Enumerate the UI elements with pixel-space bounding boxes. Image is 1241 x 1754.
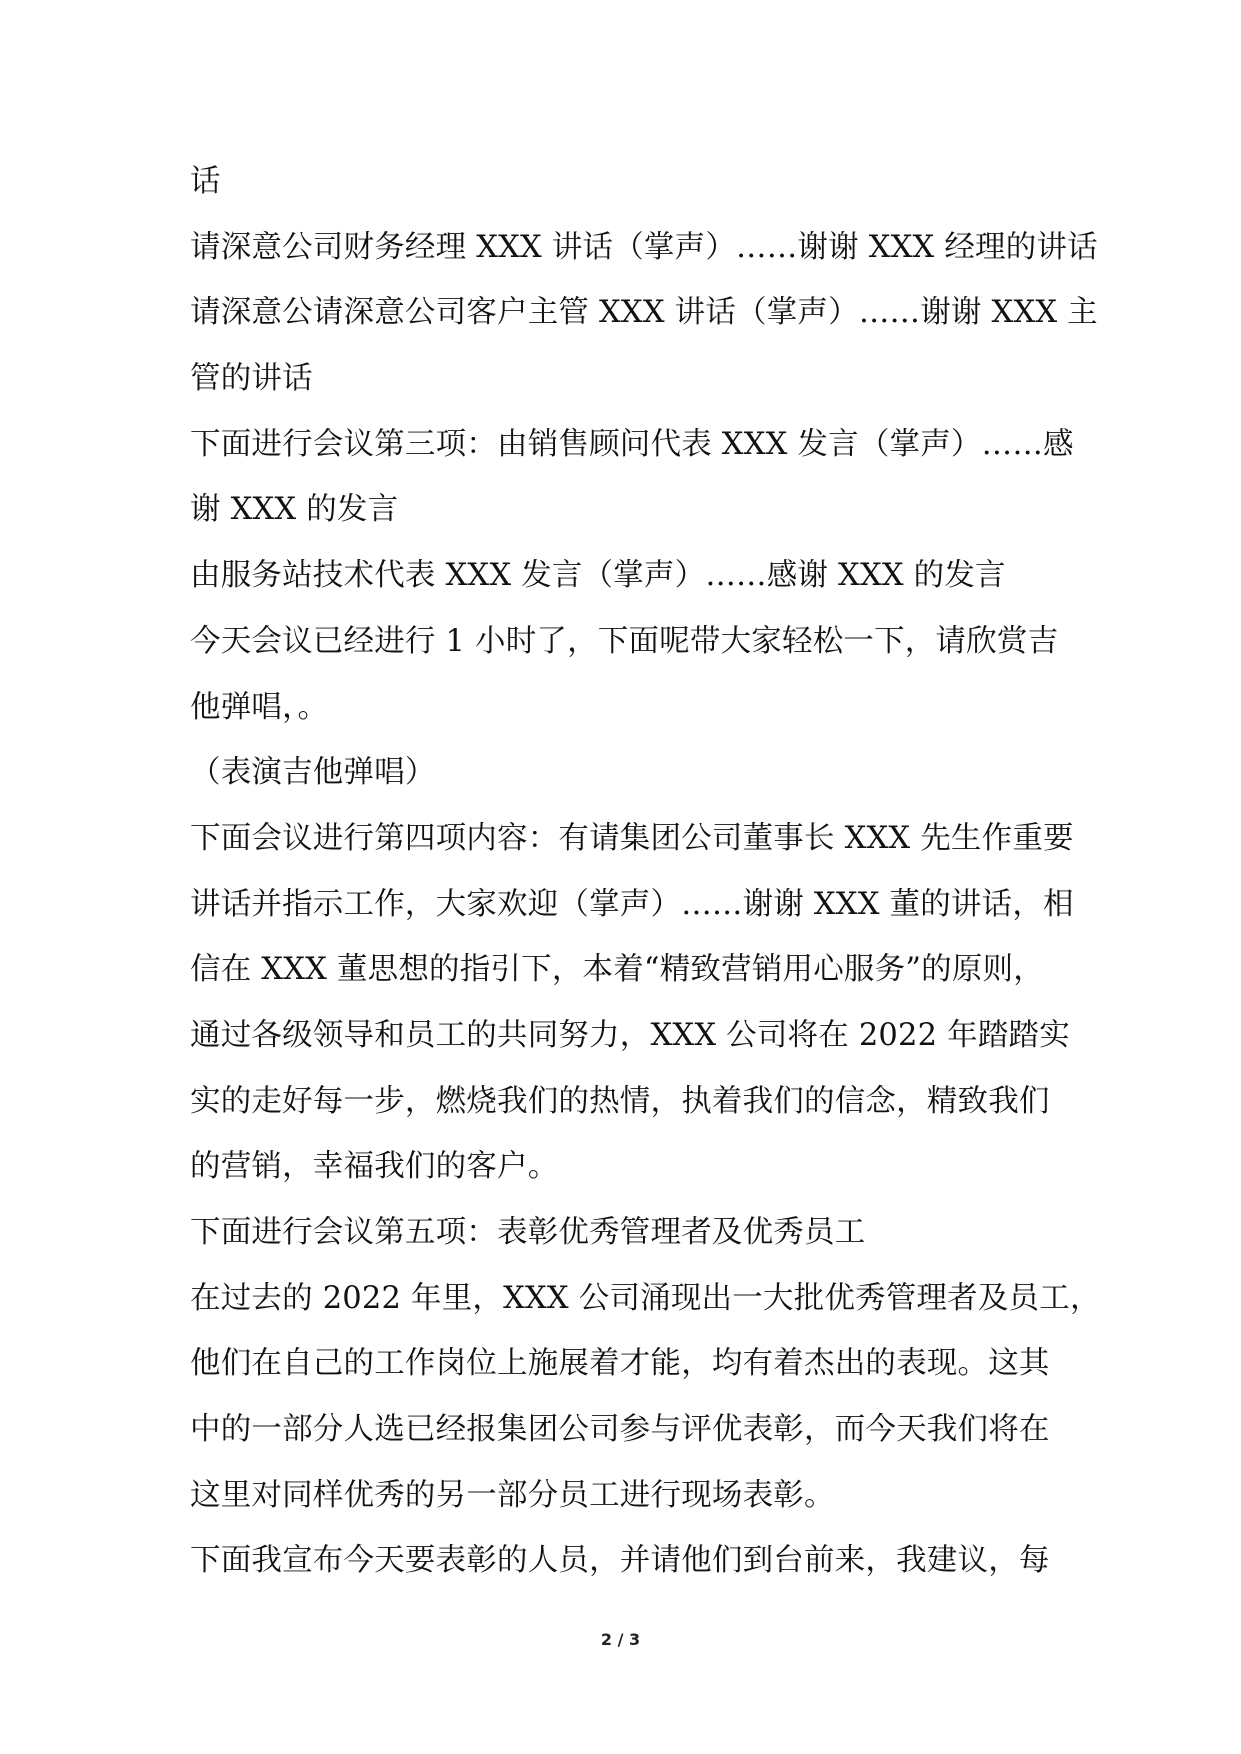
text-line: 在过去的 2022 年里，XXX 公司涌现出一大批优秀管理者及员工，	[190, 1280, 1101, 1316]
text-line: 请深意公司财务经理 XXX 讲话（掌声）……谢谢 XXX 经理的讲话	[190, 229, 1098, 265]
text-line: 由服务站技术代表 XXX 发言（掌声）……感谢 XXX 的发言	[190, 558, 1006, 594]
text-line: 信在 XXX 董思想的指引下，本着“精致营销用心服务”的原则，	[190, 952, 1044, 988]
text-line: 中的一部分人选已经报集团公司参与评优表彰，而今天我们将在	[190, 1412, 1050, 1448]
text-line: 的营销，幸福我们的客户。	[190, 1149, 559, 1185]
text-line: 下面会议进行第四项内容：有请集团公司董事长 XXX 先生作重要	[190, 820, 1074, 856]
text-line: （表演吉他弹唱）	[190, 755, 436, 791]
text-line: 管的讲话	[190, 361, 313, 397]
text-line: 他弹唱，。	[190, 689, 329, 725]
text-line: 通过各级领导和员工的共同努力，XXX 公司将在 2022 年踏踏实	[190, 1017, 1070, 1053]
text-line: 今天会议已经进行 1 小时了，下面呢带大家轻松一下，请欣赏吉	[190, 623, 1059, 659]
text-line: 下面进行会议第五项：表彰优秀管理者及优秀员工	[190, 1215, 866, 1250]
text-line: 实的走好每一步，燃烧我们的热情，执着我们的信念，精致我们	[190, 1083, 1050, 1119]
text-line: 谢 XXX 的发言	[190, 492, 399, 528]
text-line: 下面我宣布今天要表彰的人员，并请他们到台前来，我建议，每	[190, 1543, 1050, 1579]
text-line: 话	[190, 164, 221, 199]
text-line: 讲话并指示工作，大家欢迎（掌声）……谢谢 XXX 董的讲话，相	[190, 886, 1074, 922]
text-line: 他们在自己的工作岗位上施展着才能，均有着杰出的表现。这其	[190, 1346, 1050, 1382]
text-line: 请深意公请深意公司客户主管 XXX 讲话（掌声）……谢谢 XXX 主	[190, 295, 1098, 331]
document-body	[190, 149, 1101, 1594]
text-line: 这里对同样优秀的另一部分员工进行现场表彰。	[190, 1477, 835, 1513]
text-line: 下面进行会议第三项：由销售顾问代表 XXX 发言（掌声）……感	[190, 426, 1074, 462]
page-number: 2 / 3	[600, 1630, 641, 1649]
